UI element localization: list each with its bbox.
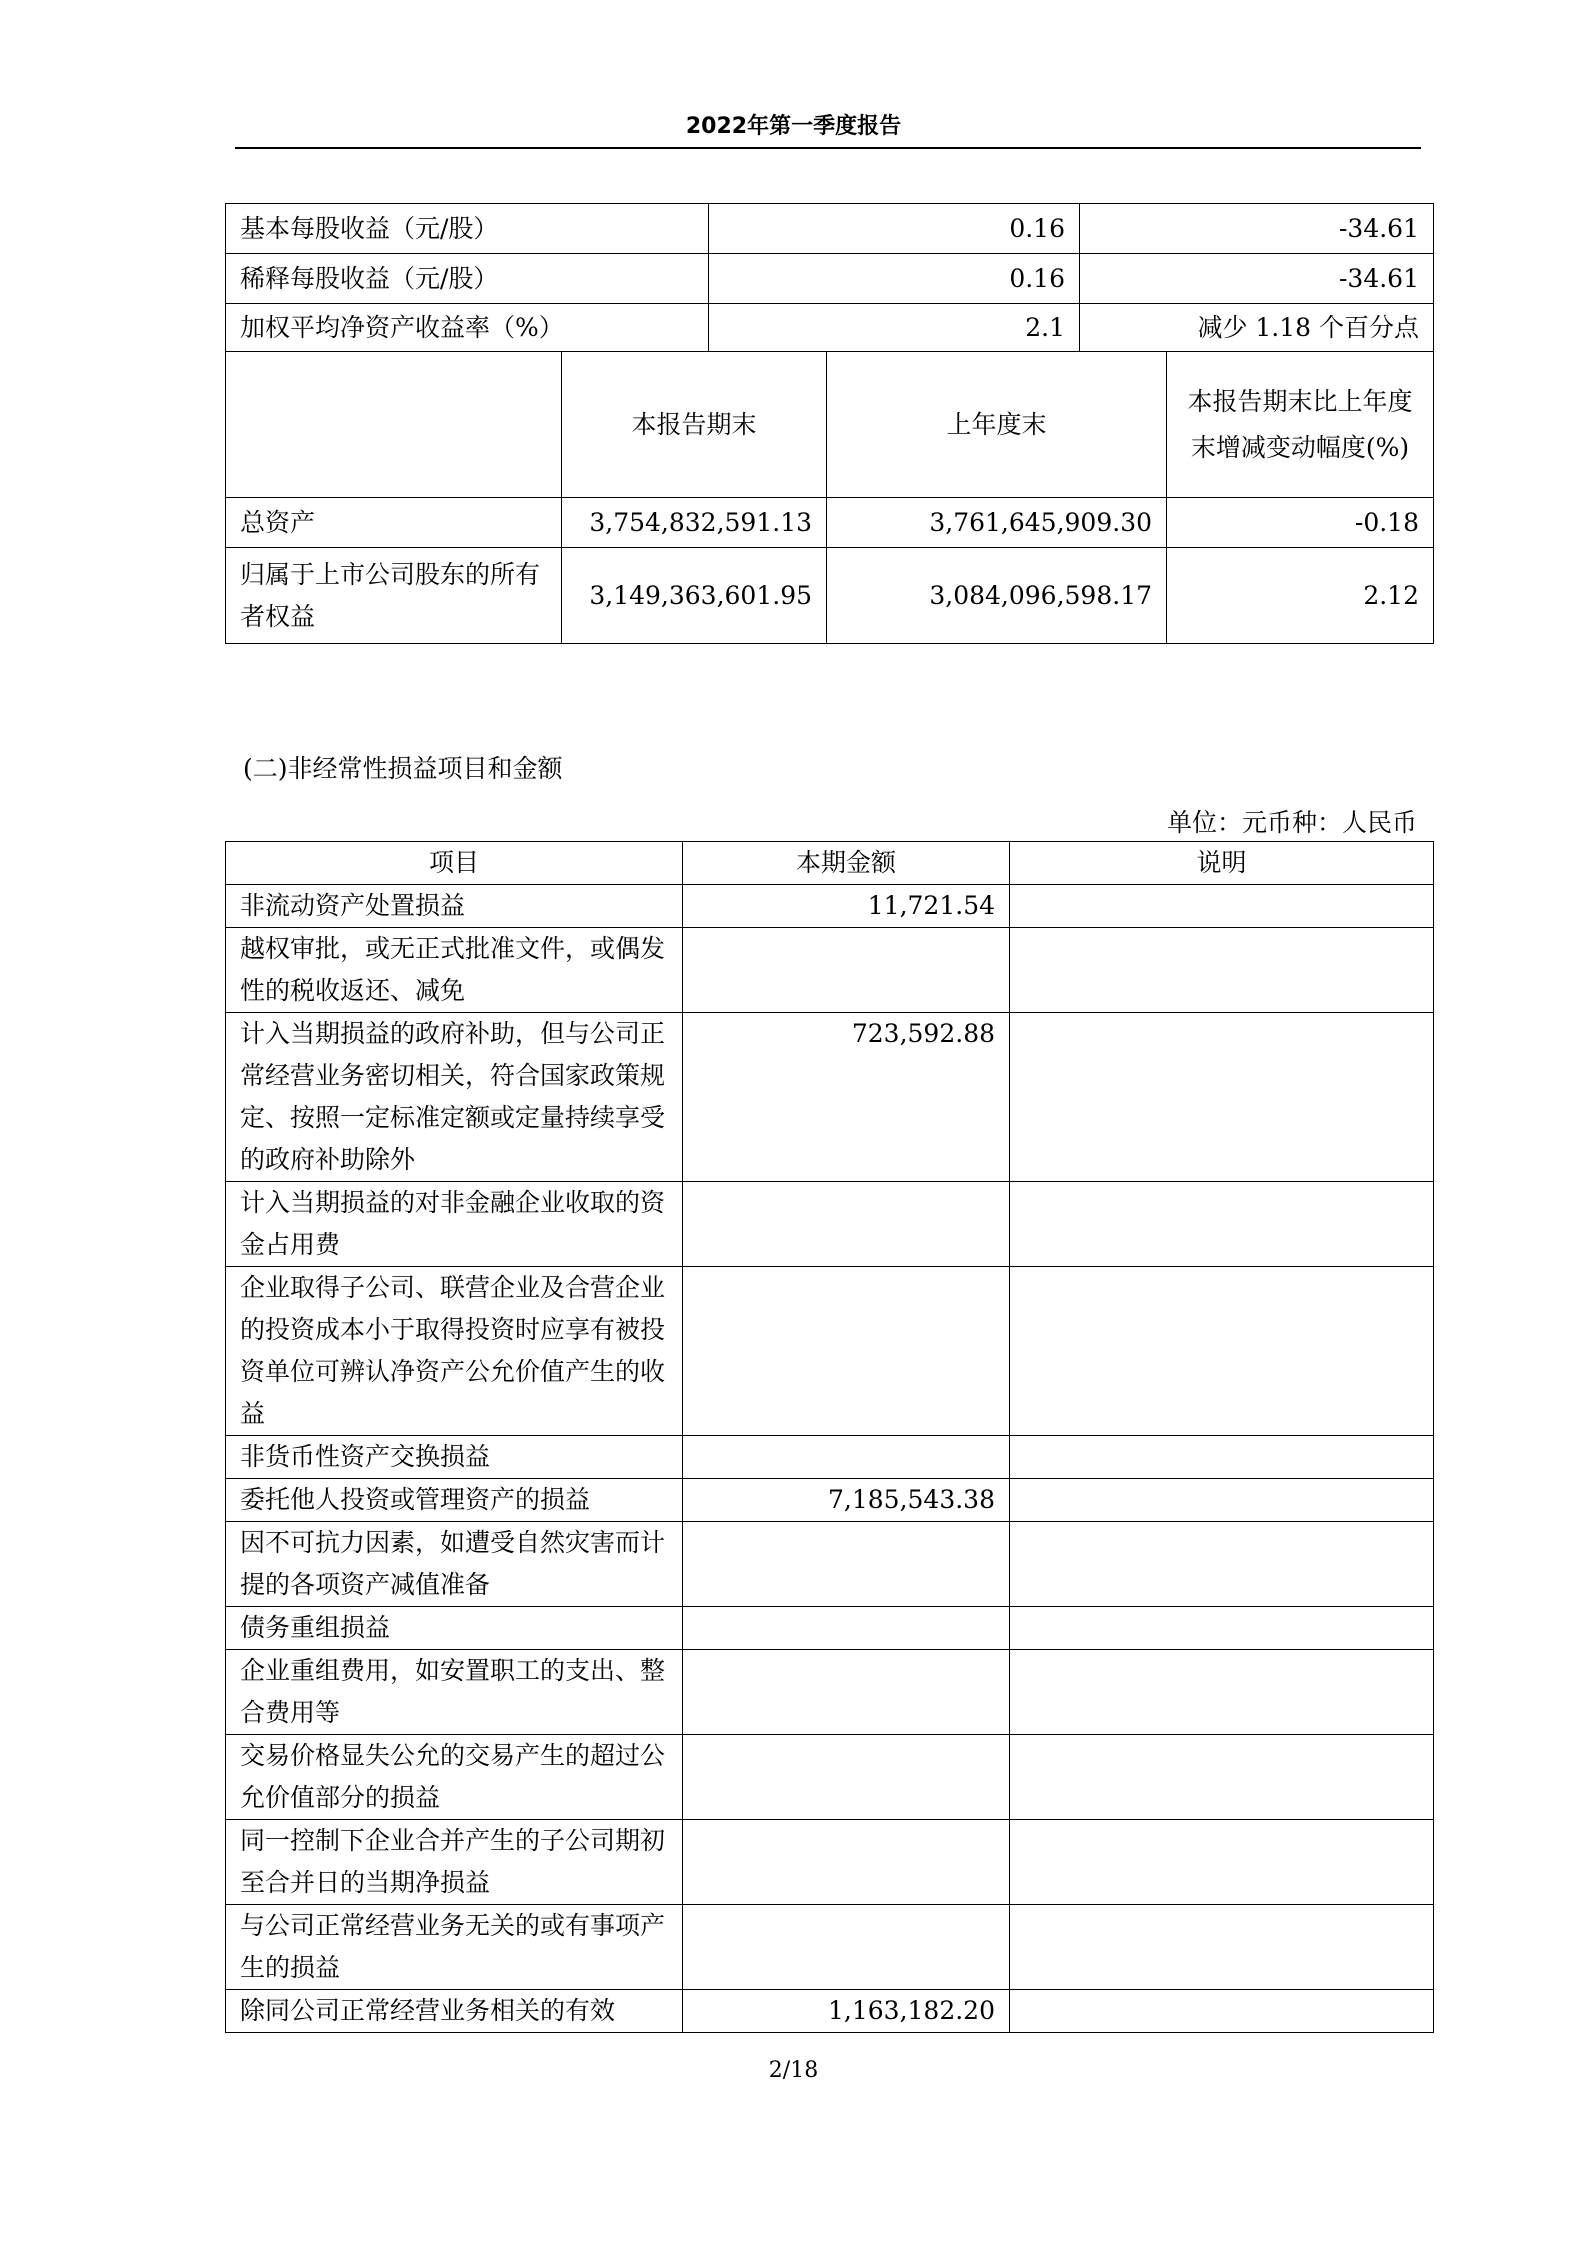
header-note: 说明: [1010, 842, 1434, 885]
amount-value: [683, 1735, 1010, 1820]
section-title: (二)非经常性损益项目和金额: [243, 754, 563, 783]
header-blank: [226, 352, 562, 498]
amount-value: [683, 1182, 1010, 1267]
report-header-title: 2022年第一季度报告: [685, 114, 902, 139]
change-value: -0.18: [1167, 498, 1434, 548]
table-row: [226, 498, 1434, 548]
item-label: 债务重组损益: [226, 1607, 683, 1650]
note-value: [1010, 928, 1434, 1013]
amount-value: 1,163,182.20: [683, 1990, 1010, 2033]
note-value: [1010, 1479, 1434, 1522]
balance-table: [225, 351, 1434, 644]
item-label: 除同公司正常经营业务相关的有效: [226, 1990, 683, 2033]
current-value: 0.16: [709, 254, 1080, 304]
table-row: [226, 254, 1434, 304]
header-prior-year-end: 上年度末: [827, 352, 1167, 498]
item-label: 与公司正常经营业务无关的或有事项产生的损益: [226, 1905, 683, 1990]
table-header-row: [226, 842, 1434, 885]
change-value: 2.12: [1167, 548, 1434, 644]
header-change-percent: 本报告期末比上年度末增减变动幅度(%): [1167, 352, 1434, 498]
change-value: 减少 1.18 个百分点: [1080, 304, 1434, 352]
row-label: 归属于上市公司股东的所有者权益: [226, 548, 562, 644]
item-label: 非流动资产处置损益: [226, 885, 683, 928]
table-row: [226, 1436, 1434, 1479]
table-row: [226, 1013, 1434, 1182]
amount-value: [683, 1436, 1010, 1479]
page-number: 2/18: [768, 2058, 819, 2083]
amount-value: 7,185,543.38: [683, 1479, 1010, 1522]
header-item: 项目: [226, 842, 683, 885]
table-row: [226, 1650, 1434, 1735]
amount-value: [683, 1650, 1010, 1735]
prior-value: 3,761,645,909.30: [827, 498, 1167, 548]
row-label: 总资产: [226, 498, 562, 548]
amount-value: [683, 928, 1010, 1013]
unit-currency-label: 单位：元币种：人民币: [1166, 808, 1417, 837]
table-row: [226, 928, 1434, 1013]
table-row: [226, 1735, 1434, 1820]
table-row: [226, 1990, 1434, 2033]
note-value: [1010, 1735, 1434, 1820]
amount-value: 11,721.54: [683, 885, 1010, 928]
table-row: [226, 548, 1434, 644]
item-label: 企业重组费用，如安置职工的支出、整合费用等: [226, 1650, 683, 1735]
note-value: [1010, 885, 1434, 928]
table-row: [226, 1820, 1434, 1905]
table-row: [226, 1607, 1434, 1650]
item-label: 非货币性资产交换损益: [226, 1436, 683, 1479]
table-row: [226, 1522, 1434, 1607]
item-label: 交易价格显失公允的交易产生的超过公允价值部分的损益: [226, 1735, 683, 1820]
table-header-row: [226, 352, 1434, 498]
change-value: -34.61: [1080, 254, 1434, 304]
note-value: [1010, 1650, 1434, 1735]
row-label: 稀释每股收益（元/股）: [226, 254, 709, 304]
current-value: 0.16: [709, 204, 1080, 254]
table-row: [226, 1479, 1434, 1522]
note-value: [1010, 1607, 1434, 1650]
header-amount: 本期金额: [683, 842, 1010, 885]
amount-value: 723,592.88: [683, 1013, 1010, 1182]
row-label: 加权平均净资产收益率（%）: [226, 304, 709, 352]
table-row: [226, 1182, 1434, 1267]
note-value: [1010, 1182, 1434, 1267]
amount-value: [683, 1820, 1010, 1905]
amount-value: [683, 1522, 1010, 1607]
item-label: 企业取得子公司、联营企业及合营企业的投资成本小于取得投资时应享有被投资单位可辨认净资产公允价值产生的收益: [226, 1267, 683, 1436]
note-value: [1010, 1522, 1434, 1607]
header-divider: [235, 147, 1421, 149]
item-label: 计入当期损益的政府补助，但与公司正常经营业务密切相关，符合国家政策规定、按照一定标准定额或定量持续享受的政府补助除外: [226, 1013, 683, 1182]
item-label: 越权审批，或无正式批准文件，或偶发性的税收返还、减免: [226, 928, 683, 1013]
table-row: [226, 204, 1434, 254]
item-label: 计入当期损益的对非金融企业收取的资金占用费: [226, 1182, 683, 1267]
change-value: -34.61: [1080, 204, 1434, 254]
prior-value: 3,084,096,598.17: [827, 548, 1167, 644]
current-value: 2.1: [709, 304, 1080, 352]
per-share-table: [225, 203, 1434, 352]
current-value: 3,149,363,601.95: [562, 548, 827, 644]
non-recurring-items-table: [225, 841, 1434, 2033]
table-row: [226, 1267, 1434, 1436]
item-label: 委托他人投资或管理资产的损益: [226, 1479, 683, 1522]
table-row: [226, 885, 1434, 928]
row-label: 基本每股收益（元/股）: [226, 204, 709, 254]
item-label: 因不可抗力因素，如遭受自然灾害而计提的各项资产减值准备: [226, 1522, 683, 1607]
note-value: [1010, 1013, 1434, 1182]
amount-value: [683, 1267, 1010, 1436]
note-value: [1010, 1267, 1434, 1436]
amount-value: [683, 1607, 1010, 1650]
note-value: [1010, 1905, 1434, 1990]
table-row: [226, 304, 1434, 352]
note-value: [1010, 1436, 1434, 1479]
table-row: [226, 1905, 1434, 1990]
note-value: [1010, 1990, 1434, 2033]
note-value: [1010, 1820, 1434, 1905]
amount-value: [683, 1905, 1010, 1990]
item-label: 同一控制下企业合并产生的子公司期初至合并日的当期净损益: [226, 1820, 683, 1905]
header-current-period-end: 本报告期末: [562, 352, 827, 498]
current-value: 3,754,832,591.13: [562, 498, 827, 548]
